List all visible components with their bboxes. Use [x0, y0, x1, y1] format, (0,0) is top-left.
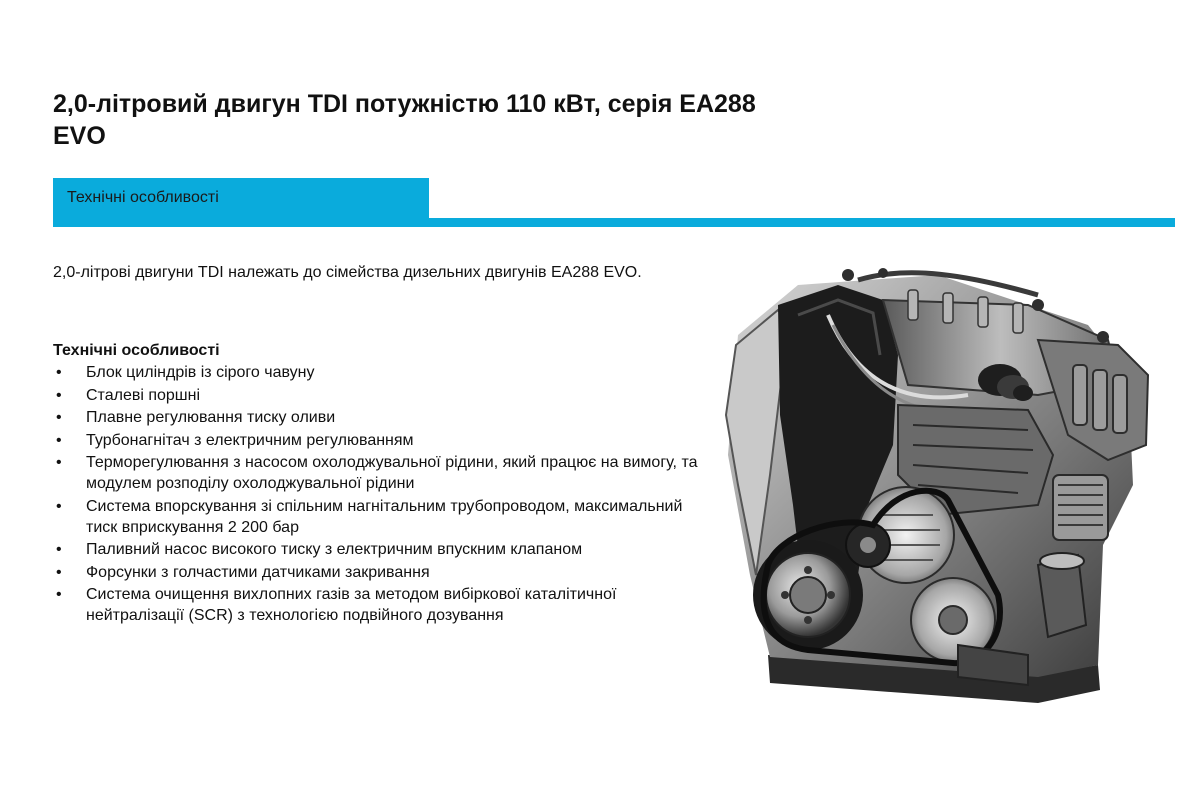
intro-paragraph: 2,0-літрові двигуни TDI належать до сімейства дизельних двигунів EA288 EVO. [53, 264, 642, 281]
list-item [53, 430, 703, 451]
list-item-text: Паливний насос високого тиску з електричним впускним клапаном [86, 541, 583, 558]
bullet-icon: • [56, 409, 62, 426]
features-heading: Технічні особливості [53, 342, 220, 359]
section-divider-line [53, 218, 1175, 227]
list-item [53, 452, 703, 494]
section-header-bar [53, 178, 1175, 227]
crank-pulley-hub [790, 577, 826, 613]
bullet-icon: • [56, 431, 62, 449]
engine-illustration [708, 245, 1168, 715]
intake-runners [1073, 365, 1127, 433]
list-item-text: Блок циліндрів із сірого чавуну [86, 364, 315, 381]
idler-pulley-hub [860, 537, 876, 553]
list-item-text: Терморегулювання з насосом охолоджувальної рідини, який працює на вимогу, та модулем розподілу охолоджувальної рідини [86, 454, 698, 492]
bullet-icon: • [56, 497, 62, 515]
list-item [53, 539, 703, 560]
bullet-icon: • [56, 386, 62, 404]
bullet-icon: • [56, 454, 62, 471]
list-item [53, 584, 703, 626]
bullet-icon: • [56, 563, 62, 581]
bullet-icon: • [56, 586, 62, 603]
list-item-text: Турбонагнітач з електричним регулюванням [86, 431, 414, 449]
ac-compressor-hub [939, 606, 967, 634]
page-title: 2,0-літровий двигун TDI потужністю 110 кВт, серія EA288 EVO [53, 90, 756, 150]
list-item-text: Сталеві поршні [86, 386, 201, 404]
list-item [53, 496, 703, 538]
list-item-text: Форсунки з голчастими датчиками закривання [86, 563, 430, 581]
list-item [53, 407, 703, 428]
bullet-icon: • [56, 541, 62, 558]
list-item-text: Плавне регулювання тиску оливи [86, 409, 336, 426]
section-tab [53, 178, 429, 218]
list-item [53, 362, 703, 383]
list-item-text: Система очищення вихлопних газів за методом вибіркової каталітичної нейтралізації (SCR) з технологією подвійного дозування [86, 586, 617, 624]
section-tab-label: Технічні особливості [67, 189, 219, 206]
bullet-icon: • [56, 364, 62, 381]
list-item [53, 385, 703, 406]
list-item-text: Система впорскування зі спільним нагнітальним трубопроводом, максимальний тиск вприскування 2 200 бар [86, 497, 683, 536]
list-item [53, 562, 703, 583]
oil-filter-cap [1040, 553, 1084, 569]
features-list [53, 362, 703, 628]
